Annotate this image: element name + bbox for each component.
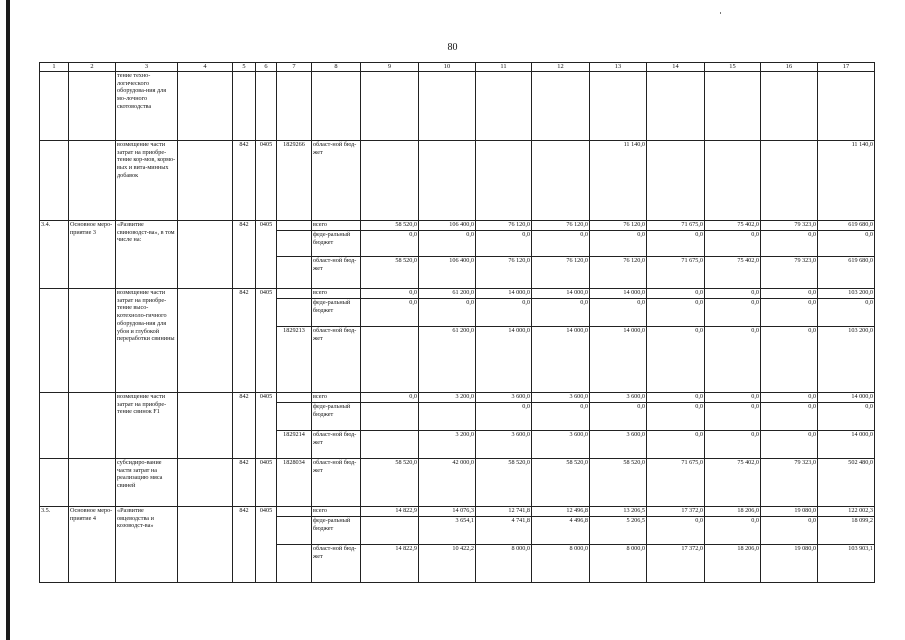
- cell-value: 0,0: [532, 299, 590, 327]
- cell-number: [40, 289, 69, 393]
- cell-value: 0,0: [818, 403, 875, 431]
- cell-number: [40, 459, 69, 507]
- cell-csr: 1829214: [277, 431, 312, 459]
- column-header: 7: [277, 63, 312, 72]
- cell-event: [69, 393, 116, 459]
- cell-value: 3 200,0: [419, 431, 476, 459]
- cell-value: 0,0: [705, 299, 761, 327]
- cell-value: 0,0: [647, 431, 705, 459]
- cell-value: 58 520,0: [532, 459, 590, 507]
- cell-executor: [178, 393, 233, 459]
- cell-source: област-ной бюд-жет: [312, 257, 361, 289]
- cell-rzpr: [256, 72, 277, 141]
- column-header: 1: [40, 63, 69, 72]
- cell-value: 0,0: [818, 231, 875, 257]
- cell-value: 106 400,0: [419, 221, 476, 231]
- column-header: 3: [116, 63, 178, 72]
- cell-value: 11 140,0: [590, 141, 647, 221]
- cell-value: 58 520,0: [361, 459, 419, 507]
- cell-value: 14 822,9: [361, 545, 419, 583]
- cell-value: [361, 517, 419, 545]
- cell-grbs: 842: [233, 289, 256, 393]
- cell-value: [419, 72, 476, 141]
- cell-rzpr: 0405: [256, 507, 277, 583]
- scan-speck: [720, 12, 721, 14]
- cell-value: 0,0: [590, 403, 647, 431]
- table-row: [40, 507, 875, 517]
- cell-event: [69, 459, 116, 507]
- cell-value: 0,0: [647, 289, 705, 299]
- cell-value: 58 520,0: [476, 459, 532, 507]
- column-number-row: [40, 63, 875, 72]
- cell-value: 17 372,0: [647, 507, 705, 517]
- cell-value: 58 520,0: [361, 257, 419, 289]
- cell-source: всего: [312, 393, 361, 403]
- cell-csr: [277, 289, 312, 299]
- cell-value: 619 680,0: [818, 221, 875, 231]
- cell-value: 14 076,3: [419, 507, 476, 517]
- page-number: 80: [447, 42, 458, 53]
- cell-value: 10 422,2: [419, 545, 476, 583]
- cell-value: 0,0: [705, 289, 761, 299]
- cell-rzpr: 0405: [256, 141, 277, 221]
- cell-value: 11 140,0: [818, 141, 875, 221]
- cell-value: 76 120,0: [590, 257, 647, 289]
- cell-value: 0,0: [647, 517, 705, 545]
- cell-description: «Развитие овцеводства и козоводст-ва»: [116, 507, 178, 583]
- cell-value: 76 120,0: [532, 257, 590, 289]
- cell-source: феде-ральный бюджет: [312, 231, 361, 257]
- cell-value: 502 480,0: [818, 459, 875, 507]
- budget-table: [39, 62, 875, 583]
- cell-value: 0,0: [647, 231, 705, 257]
- cell-value: 0,0: [532, 231, 590, 257]
- cell-value: 0,0: [647, 403, 705, 431]
- table-row: [40, 221, 875, 231]
- cell-value: 14 000,0: [476, 327, 532, 393]
- cell-value: 0,0: [361, 299, 419, 327]
- cell-value: 17 372,0: [647, 545, 705, 583]
- cell-value: 0,0: [590, 231, 647, 257]
- column-header: 17: [818, 63, 875, 72]
- column-header: 11: [476, 63, 532, 72]
- cell-value: 3 600,0: [532, 393, 590, 403]
- cell-executor: [178, 221, 233, 289]
- cell-value: 75 402,0: [705, 459, 761, 507]
- cell-value: 0,0: [761, 289, 818, 299]
- cell-value: [419, 403, 476, 431]
- cell-value: 0,0: [818, 299, 875, 327]
- cell-number: 3.5.: [40, 507, 69, 583]
- cell-value: 79 323,0: [761, 257, 818, 289]
- cell-value: [361, 327, 419, 393]
- table-row: [40, 141, 875, 221]
- cell-value: 0,0: [705, 403, 761, 431]
- cell-grbs: 842: [233, 141, 256, 221]
- cell-value: 0,0: [361, 289, 419, 299]
- cell-source: [312, 72, 361, 141]
- cell-value: 76 120,0: [476, 257, 532, 289]
- cell-value: 42 000,0: [419, 459, 476, 507]
- cell-csr: 1828034: [277, 459, 312, 507]
- cell-value: 71 675,0: [647, 221, 705, 231]
- cell-grbs: [233, 72, 256, 141]
- cell-value: 0,0: [705, 231, 761, 257]
- cell-value: 0,0: [476, 403, 532, 431]
- cell-value: [532, 141, 590, 221]
- cell-source: всего: [312, 507, 361, 517]
- column-header: 8: [312, 63, 361, 72]
- column-header: 6: [256, 63, 277, 72]
- cell-csr: [277, 257, 312, 289]
- cell-number: 3.4.: [40, 221, 69, 289]
- cell-executor: [178, 141, 233, 221]
- cell-value: 8 000,0: [476, 545, 532, 583]
- cell-value: 14 000,0: [590, 327, 647, 393]
- cell-grbs: 842: [233, 459, 256, 507]
- cell-value: 0,0: [761, 231, 818, 257]
- cell-value: 13 206,5: [590, 507, 647, 517]
- cell-value: 0,0: [361, 231, 419, 257]
- cell-value: 79 323,0: [761, 459, 818, 507]
- table-row: [40, 459, 875, 507]
- cell-number: [40, 393, 69, 459]
- cell-event: [69, 141, 116, 221]
- cell-value: 0,0: [705, 393, 761, 403]
- cell-value: [361, 141, 419, 221]
- cell-value: [361, 431, 419, 459]
- cell-rzpr: 0405: [256, 393, 277, 459]
- cell-event: Основное меро-приятие 4: [69, 507, 116, 583]
- cell-description: субсидиро-вание части затрат на реализацию мяса свиней: [116, 459, 178, 507]
- cell-value: 0,0: [761, 517, 818, 545]
- cell-description: тение техно-логического оборудова-ния для мо-лочного скотоводства: [116, 72, 178, 141]
- cell-value: 0,0: [476, 231, 532, 257]
- cell-rzpr: 0405: [256, 289, 277, 393]
- cell-value: 106 400,0: [419, 257, 476, 289]
- cell-value: 79 323,0: [761, 221, 818, 231]
- cell-value: 3 600,0: [476, 431, 532, 459]
- cell-value: 61 200,0: [419, 289, 476, 299]
- cell-value: 3 654,1: [419, 517, 476, 545]
- column-header: 12: [532, 63, 590, 72]
- cell-value: [705, 141, 761, 221]
- cell-value: 0,0: [761, 299, 818, 327]
- cell-executor: [178, 459, 233, 507]
- cell-csr: [277, 221, 312, 231]
- cell-value: [705, 72, 761, 141]
- cell-value: 19 080,0: [761, 545, 818, 583]
- cell-value: 0,0: [761, 393, 818, 403]
- cell-event: Основное меро-приятие 3: [69, 221, 116, 289]
- cell-source: област-ной бюд-жет: [312, 431, 361, 459]
- cell-csr: [277, 72, 312, 141]
- cell-value: 4 741,8: [476, 517, 532, 545]
- column-header: 14: [647, 63, 705, 72]
- cell-csr: 1829213: [277, 327, 312, 393]
- cell-value: 0,0: [705, 327, 761, 393]
- cell-value: [476, 141, 532, 221]
- cell-grbs: 842: [233, 507, 256, 583]
- cell-value: 14 000,0: [818, 393, 875, 403]
- cell-value: 12 741,8: [476, 507, 532, 517]
- cell-grbs: 842: [233, 221, 256, 289]
- cell-value: [476, 72, 532, 141]
- cell-source: феде-ральный бюджет: [312, 517, 361, 545]
- cell-value: 0,0: [647, 393, 705, 403]
- cell-value: 0,0: [476, 299, 532, 327]
- cell-value: 0,0: [647, 327, 705, 393]
- table-row: [40, 289, 875, 299]
- cell-value: 18 206,0: [705, 545, 761, 583]
- column-header: 10: [419, 63, 476, 72]
- cell-value: 76 120,0: [476, 221, 532, 231]
- cell-value: 3 600,0: [476, 393, 532, 403]
- cell-value: 0,0: [590, 299, 647, 327]
- cell-value: [361, 72, 419, 141]
- cell-value: 3 600,0: [590, 431, 647, 459]
- cell-value: 3 600,0: [532, 431, 590, 459]
- cell-value: 76 120,0: [590, 221, 647, 231]
- cell-csr: [277, 393, 312, 403]
- column-header: 5: [233, 63, 256, 72]
- cell-csr: [277, 545, 312, 583]
- cell-value: 14 000,0: [532, 289, 590, 299]
- cell-value: [647, 141, 705, 221]
- cell-source: област-ной бюд-жет: [312, 459, 361, 507]
- cell-value: 103 903,1: [818, 545, 875, 583]
- cell-value: 0,0: [419, 231, 476, 257]
- cell-value: 619 680,0: [818, 257, 875, 289]
- cell-number: [40, 72, 69, 141]
- cell-event: [69, 72, 116, 141]
- cell-value: 0,0: [419, 299, 476, 327]
- cell-value: 0,0: [761, 327, 818, 393]
- cell-value: [761, 72, 818, 141]
- cell-csr: [277, 507, 312, 517]
- cell-description: возмещение части затрат на приобре-тение высо-котехноло-гичного оборудова-ния для убоя и глубокой переработки свинины: [116, 289, 178, 393]
- cell-value: 18 099,2: [818, 517, 875, 545]
- cell-value: 75 402,0: [705, 221, 761, 231]
- cell-value: 58 520,0: [361, 221, 419, 231]
- cell-value: 14 000,0: [532, 327, 590, 393]
- cell-value: 0,0: [705, 517, 761, 545]
- cell-rzpr: 0405: [256, 221, 277, 289]
- cell-value: 5 206,5: [590, 517, 647, 545]
- cell-value: [818, 72, 875, 141]
- cell-value: 0,0: [647, 299, 705, 327]
- cell-value: 3 600,0: [590, 393, 647, 403]
- cell-value: [761, 141, 818, 221]
- cell-executor: [178, 289, 233, 393]
- table-row: [40, 393, 875, 403]
- cell-value: 76 120,0: [532, 221, 590, 231]
- cell-value: 12 496,8: [532, 507, 590, 517]
- cell-description: возмещение части затрат на приобре-тение свинок F1: [116, 393, 178, 459]
- column-header: 4: [178, 63, 233, 72]
- cell-value: 71 675,0: [647, 257, 705, 289]
- cell-csr: [277, 231, 312, 257]
- cell-executor: [178, 72, 233, 141]
- cell-value: 0,0: [761, 431, 818, 459]
- column-header: 15: [705, 63, 761, 72]
- cell-source: област-ной бюд-жет: [312, 141, 361, 221]
- scan-edge-bar: [6, 0, 10, 640]
- cell-value: 18 206,0: [705, 507, 761, 517]
- cell-csr: [277, 299, 312, 327]
- cell-value: 0,0: [705, 431, 761, 459]
- cell-source: феде-ральный бюджет: [312, 299, 361, 327]
- cell-value: 103 200,0: [818, 327, 875, 393]
- cell-value: 4 496,8: [532, 517, 590, 545]
- cell-csr: 1829266: [277, 141, 312, 221]
- cell-value: 3 200,0: [419, 393, 476, 403]
- cell-value: 103 200,0: [818, 289, 875, 299]
- cell-value: 19 080,0: [761, 507, 818, 517]
- cell-value: 122 002,3: [818, 507, 875, 517]
- column-header: 2: [69, 63, 116, 72]
- cell-description: возмещение части затрат на приобре-тение кор-мов, кормо-вых и вита-минных добавок: [116, 141, 178, 221]
- cell-value: 14 000,0: [590, 289, 647, 299]
- cell-value: 8 000,0: [590, 545, 647, 583]
- cell-value: [532, 72, 590, 141]
- cell-value: 75 402,0: [705, 257, 761, 289]
- cell-value: [419, 141, 476, 221]
- cell-value: 58 520,0: [590, 459, 647, 507]
- cell-source: всего: [312, 289, 361, 299]
- cell-value: 14 822,9: [361, 507, 419, 517]
- cell-executor: [178, 507, 233, 583]
- cell-grbs: 842: [233, 393, 256, 459]
- column-header: 9: [361, 63, 419, 72]
- cell-rzpr: 0405: [256, 459, 277, 507]
- column-header: 13: [590, 63, 647, 72]
- cell-source: всего: [312, 221, 361, 231]
- cell-value: [647, 72, 705, 141]
- cell-source: област-ной бюд-жет: [312, 327, 361, 393]
- cell-value: 8 000,0: [532, 545, 590, 583]
- cell-value: 0,0: [532, 403, 590, 431]
- cell-value: 14 000,0: [476, 289, 532, 299]
- cell-value: 0,0: [361, 393, 419, 403]
- cell-event: [69, 289, 116, 393]
- cell-value: 71 675,0: [647, 459, 705, 507]
- cell-description: «Развитие свиноводст-ва», в том числе на:: [116, 221, 178, 289]
- column-header: 16: [761, 63, 818, 72]
- cell-number: [40, 141, 69, 221]
- cell-csr: [277, 517, 312, 545]
- cell-value: 61 200,0: [419, 327, 476, 393]
- cell-csr: [277, 403, 312, 431]
- cell-value: [590, 72, 647, 141]
- cell-value: 0,0: [761, 403, 818, 431]
- cell-source: феде-ральный бюджет: [312, 403, 361, 431]
- table-row: [40, 72, 875, 141]
- cell-source: област-ной бюд-жет: [312, 545, 361, 583]
- cell-value: [361, 403, 419, 431]
- cell-value: 14 000,0: [818, 431, 875, 459]
